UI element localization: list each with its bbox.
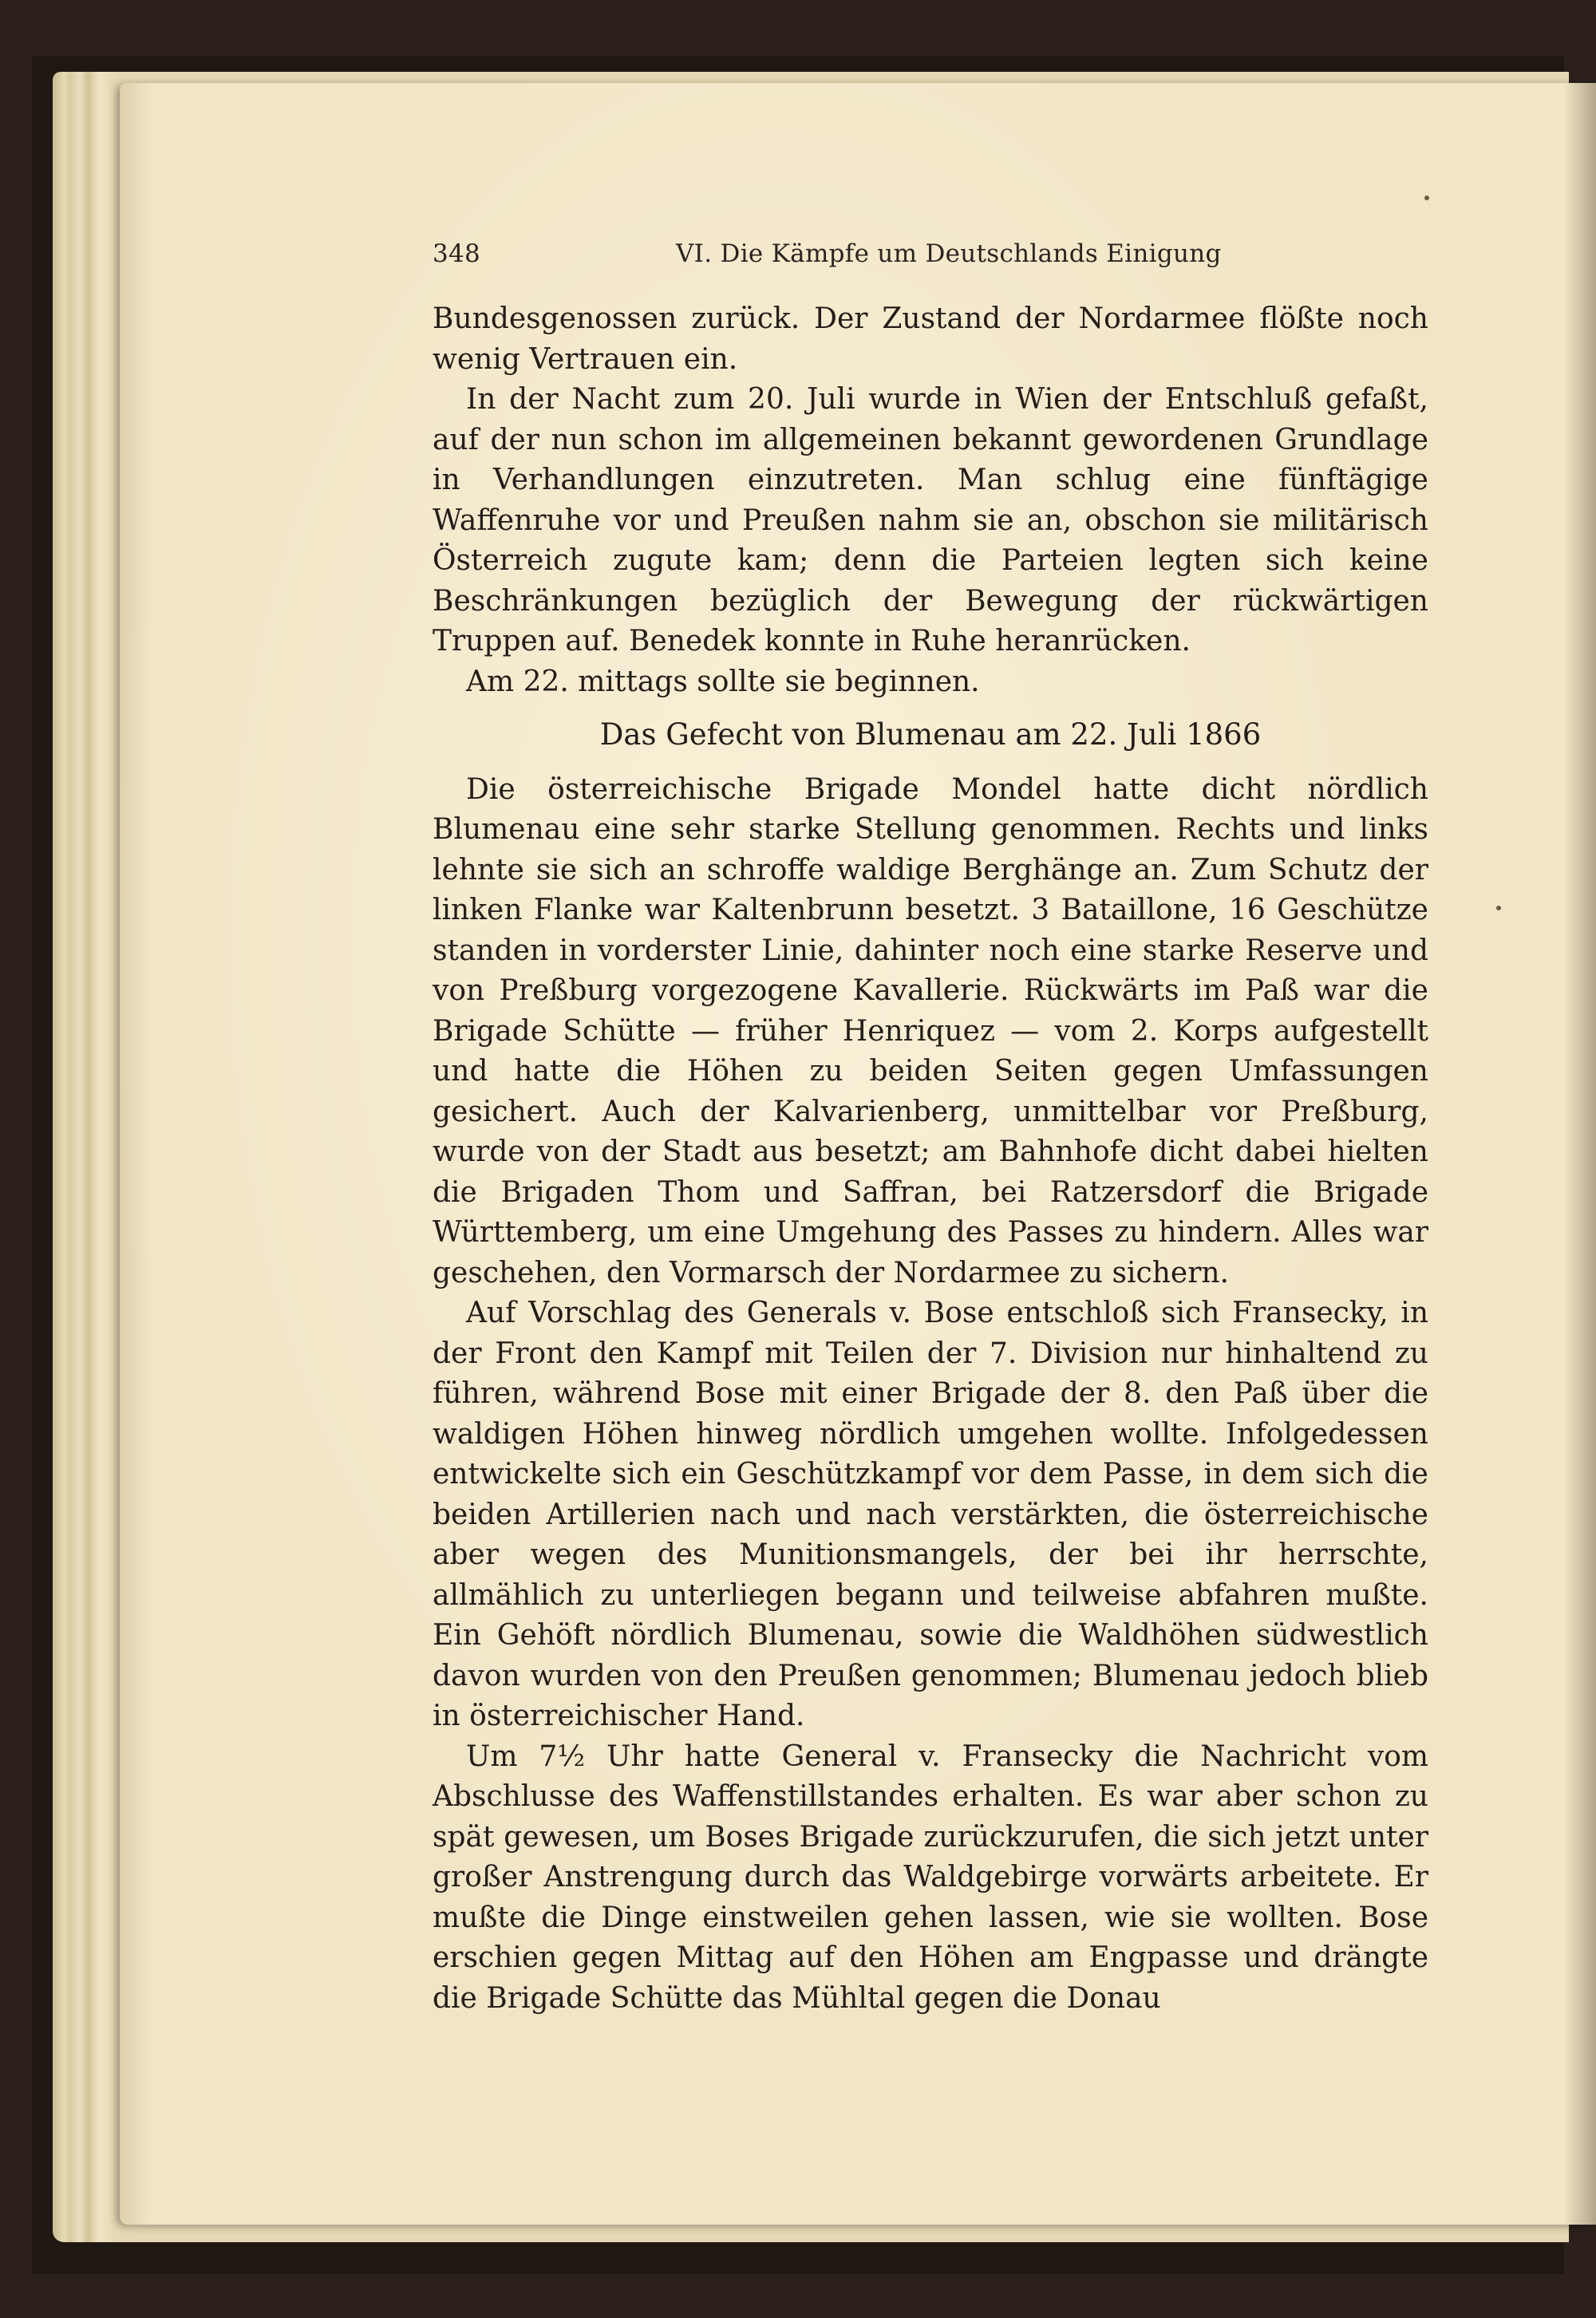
paragraph: In der Nacht zum 20. Juli wurde in Wien der Entschluß gefaßt, auf der nun schon im allgemeinen bekannt gewordenen Grundlage in Verhandlungen einzutreten. Man schlug eine fünftägige Waffenruhe vor und Preußen nahm sie an, obschon sie militärisch Österreich zugute kam; denn die Parteien legten sich keine Beschränkungen bezüglich der Bewegung der rückwärtigen Truppen auf. Benedek konnte in Ruhe heranrücken.	[433, 383, 1428, 657]
paragraph: Auf Vorschlag des Generals v. Bose entschloß sich Fransecky, in der Front den Kampf mit Teilen der 7. Division nur hinhaltend zu führen, während Bose mit einer Brigade der 8. den Paß über die waldigen Höhen hinweg nördlich umgehen wollte. Infolgedessen entwickelte sich ein Geschützkampf vor dem Passe, in dem sich die beiden Artillerien nach und nach verstärkten, die österreichische aber wegen des Munitionsmangels, der bei ihr herrschte, allmählich zu unterliegen begann und teilweise abfahren mußte. Ein Gehöft nördlich Blumenau, sowie die Waldhöhen südwestlich davon wurden von den Preußen genommen; Blumenau jedoch blieb in österreichischer Hand.	[433, 1297, 1428, 1732]
paragraph: Bundesgenossen zurück. Der Zustand der Nordarmee flößte noch wenig Vertrauen ein.	[433, 302, 1428, 376]
page-header	[433, 239, 1430, 279]
paragraph: Um 7½ Uhr hatte General v. Fransecky die Nachricht vom Abschlusse des Waffenstillstandes erhalten. Es war aber schon zu spät gewesen, um Boses Brigade zurückzurufen, die sich jetzt unter großer Anstrengung durch das Waldgebirge vorwärts arbeitete. Er mußte die Dinge einstweilen gehen lassen, wie sie wollten. Bose erschien gegen Mittag auf den Höhen am Engpasse und drängte die Brigade Schütte das Mühltal gegen die Donau	[433, 1739, 1428, 2015]
paper-spot	[1496, 906, 1501, 910]
page-number: 348	[433, 239, 481, 268]
page-gutter-shadow	[1564, 83, 1596, 2225]
running-title: VI. Die Kämpfe um Deutschlands Einigung	[676, 239, 1222, 268]
main-text	[433, 299, 1428, 2019]
paper-spot	[1424, 195, 1429, 200]
paragraph: Am 22. mittags sollte sie beginnen.	[466, 665, 980, 698]
section-heading: Das Gefecht von Blumenau am 22. Juli 1866	[599, 717, 1262, 752]
paragraph: Die österreichische Brigade Mondel hatte dicht nördlich Blumenau eine sehr starke Stellung genommen. Rechts und links lehnte sie sich an schroffe waldige Berghänge an. Zum Schutz der linken Flanke war Kaltenbrunn besetzt. 3 Bataillone, 16 Geschütze standen in vorderster Linie, dahinter noch eine starke Reserve und von Preßburg vorgezogene Kavallerie. Rückwärts im Paß war die Brigade Schütte — früher Henriquez — vom 2. Korps aufgestellt und hatte die Höhen zu beiden Seiten gegen Umfassungen gesichert. Auch der Kalvarienberg, unmittelbar vor Preßburg, wurde von der Stadt aus besetzt; am Bahnhofe dicht dabei hielten die Brigaden Thom und Saffran, bei Ratzersdorf die Brigade Württemberg, um eine Umgehung des Passes zu hindern. Alles war geschehen, den Vormarsch der Nordarmee zu sichern.	[433, 772, 1428, 1289]
